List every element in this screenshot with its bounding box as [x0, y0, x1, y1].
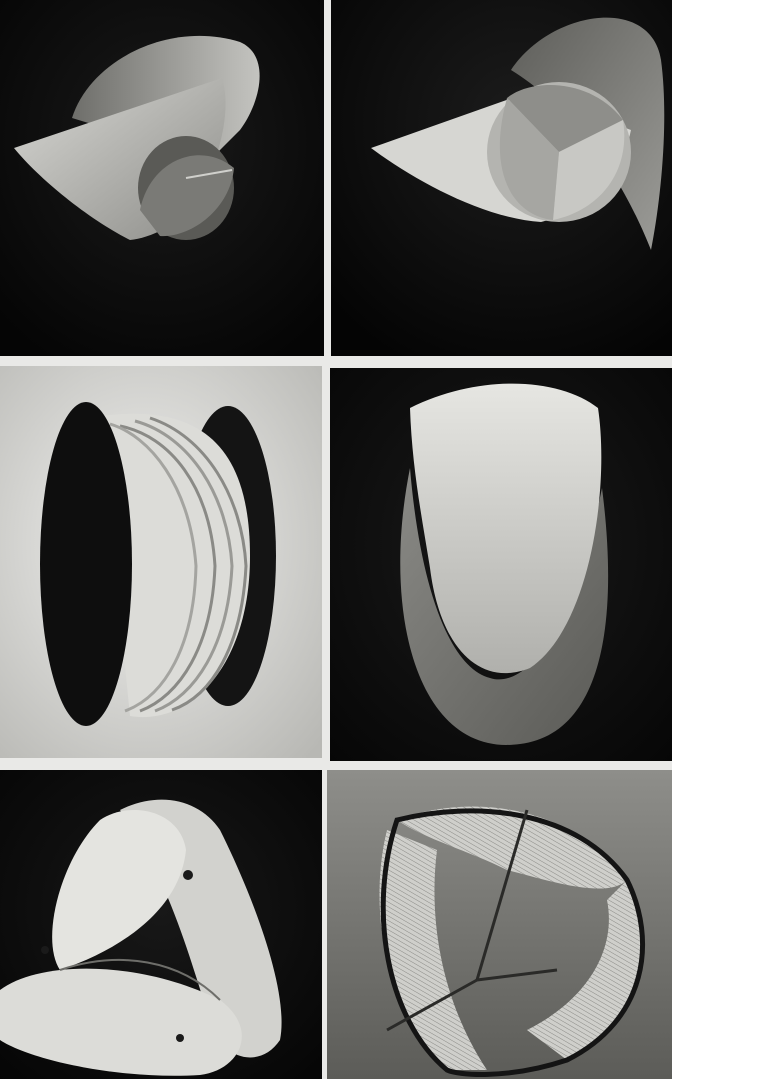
plate-curved-planes: [0, 0, 324, 356]
folded-tongue-sculpture-image: [330, 368, 672, 761]
plate-spiral-planes: [331, 0, 672, 356]
plate-folded-tongue: [330, 368, 672, 761]
spiral-planes-sculpture-image: [331, 0, 672, 356]
plate-twisted-ribbon: [0, 770, 322, 1079]
layered-shell-sculpture-image: [0, 366, 322, 758]
twisted-ribbon-sculpture-image: [0, 770, 322, 1079]
plate-string-construction: [327, 770, 672, 1079]
string-construction-sculpture-image: [327, 770, 672, 1079]
plate-layered-shell: [0, 366, 322, 758]
curved-planes-sculpture-image: [0, 0, 324, 356]
